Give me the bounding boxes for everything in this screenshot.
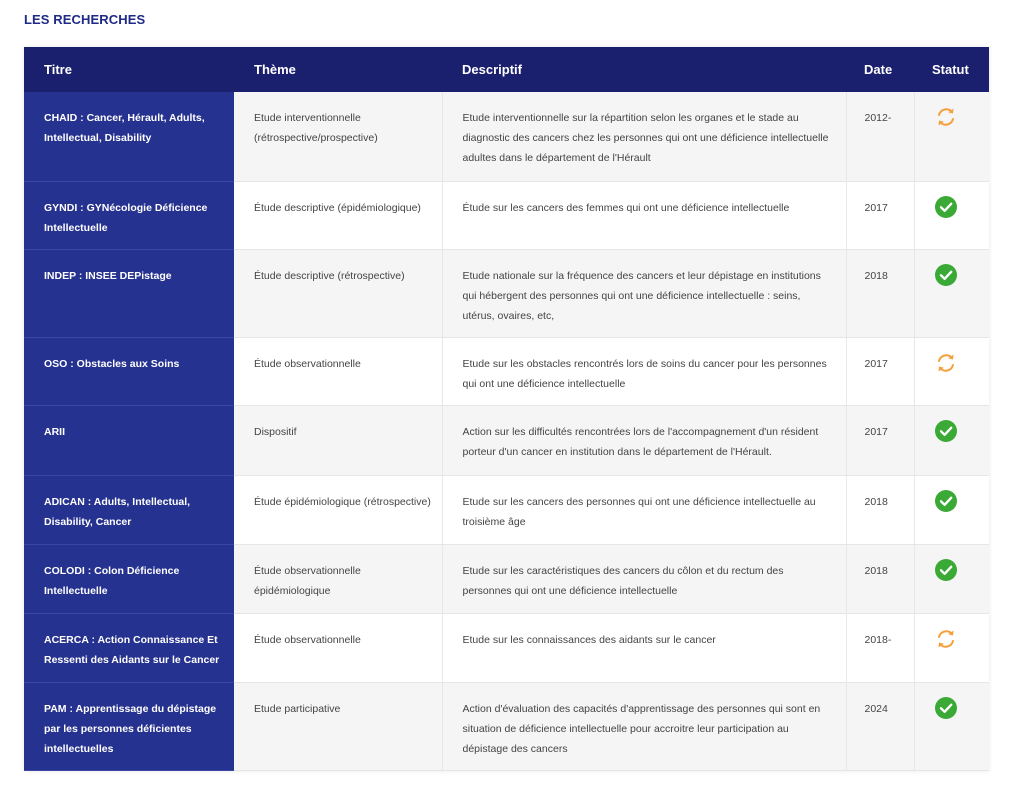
row-date: 2012-	[846, 92, 914, 181]
check-circle-icon	[935, 196, 957, 218]
table-header-row	[24, 47, 989, 92]
row-status	[914, 405, 989, 475]
row-title: COLODI : Colon Déficience Intellectuelle	[24, 544, 234, 613]
row-title: ARII	[24, 405, 234, 475]
row-description: Etude nationale sur la fréquence des cancers et leur dépistage en institutions qui hébergent des personnes qui ont une déficience intellectuelle : seins, utérus, ovaires, etc,	[442, 249, 846, 337]
row-status	[914, 249, 989, 337]
row-theme: Etude participative	[234, 682, 442, 770]
row-description: Etude sur les connaissances des aidants sur le cancer	[442, 613, 846, 682]
row-status	[914, 682, 989, 770]
section-title: LES RECHERCHES	[24, 12, 146, 27]
row-date: 2018	[846, 475, 914, 544]
row-description: Etude sur les cancers des personnes qui ont une déficience intellectuelle au troisième âge	[442, 475, 846, 544]
table-row	[24, 337, 989, 405]
row-date: 2018-	[846, 613, 914, 682]
table-row	[24, 682, 989, 770]
row-theme: Étude épidémiologique (rétrospective)	[234, 475, 442, 544]
row-theme: Étude observationnelle	[234, 613, 442, 682]
row-theme: Étude descriptive (épidémiologique)	[234, 181, 442, 249]
header-description: Descriptif	[462, 62, 522, 77]
row-description: Action sur les difficultés rencontrées lors de l'accompagnement d'un résident porteur d'un cancer en institution dans le département de l'Hérault.	[442, 405, 846, 475]
row-theme: Dispositif	[234, 405, 442, 475]
row-date: 2018	[846, 544, 914, 613]
row-title: CHAID : Cancer, Hérault, Adults, Intellectual, Disability	[24, 92, 234, 181]
row-title: INDEP : INSEE DEPistage	[24, 249, 234, 337]
row-description: Étude sur les cancers des femmes qui ont une déficience intellectuelle	[442, 181, 846, 249]
row-date: 2017	[846, 181, 914, 249]
check-circle-icon	[935, 559, 957, 581]
row-title: ADICAN : Adults, Intellectual, Disability, Cancer	[24, 475, 234, 544]
row-theme: Étude observationnelle	[234, 337, 442, 405]
table-row	[24, 613, 989, 682]
table-row	[24, 249, 989, 337]
row-description: Etude sur les obstacles rencontrés lors de soins du cancer pour les personnes qui ont une déficience intellectuelle	[442, 337, 846, 405]
row-status	[914, 613, 989, 682]
row-title: OSO : Obstacles aux Soins	[24, 337, 234, 405]
research-table	[24, 47, 989, 771]
row-theme: Etude interventionnelle (rétrospective/prospective)	[234, 92, 442, 181]
table-row	[24, 475, 989, 544]
row-date: 2017	[846, 337, 914, 405]
check-circle-icon	[935, 697, 957, 719]
row-date: 2017	[846, 405, 914, 475]
header-title: Titre	[44, 62, 72, 77]
row-title: ACERCA : Action Connaissance Et Ressenti des Aidants sur le Cancer	[24, 613, 234, 682]
table-row	[24, 181, 989, 249]
row-status	[914, 181, 989, 249]
check-circle-icon	[935, 420, 957, 442]
refresh-icon	[935, 106, 957, 128]
row-title: GYNDI : GYNécologie Déficience Intellectuelle	[24, 181, 234, 249]
row-date: 2018	[846, 249, 914, 337]
row-description: Etude sur les caractéristiques des cancers du côlon et du rectum des personnes qui ont une déficience intellectuelle	[442, 544, 846, 613]
check-circle-icon	[935, 264, 957, 286]
row-description: Action d'évaluation des capacités d'apprentissage des personnes qui sont en situation de déficience intellectuelle pour accroitre leur participation au dépistage des cancers	[442, 682, 846, 770]
header-status: Statut	[932, 62, 969, 77]
table-row	[24, 92, 989, 181]
check-circle-icon	[935, 490, 957, 512]
row-status	[914, 92, 989, 181]
row-theme: Étude descriptive (rétrospective)	[234, 249, 442, 337]
row-status	[914, 544, 989, 613]
refresh-icon	[935, 628, 957, 650]
row-description: Etude interventionnelle sur la répartition selon les organes et le stade au diagnostic des cancers chez les personnes qui ont une déficience intellectuelle adultes dans le département de l'Hérault	[442, 92, 846, 181]
row-title: PAM : Apprentissage du dépistage par les personnes déficientes intellectuelles	[24, 682, 234, 770]
table-row	[24, 544, 989, 613]
header-date: Date	[864, 62, 893, 77]
row-status	[914, 475, 989, 544]
header-theme: Thème	[254, 62, 296, 77]
table-row	[24, 405, 989, 475]
row-date: 2024	[846, 682, 914, 770]
refresh-icon	[935, 352, 957, 374]
row-status	[914, 337, 989, 405]
row-theme: Étude observationnelle épidémiologique	[234, 544, 442, 613]
